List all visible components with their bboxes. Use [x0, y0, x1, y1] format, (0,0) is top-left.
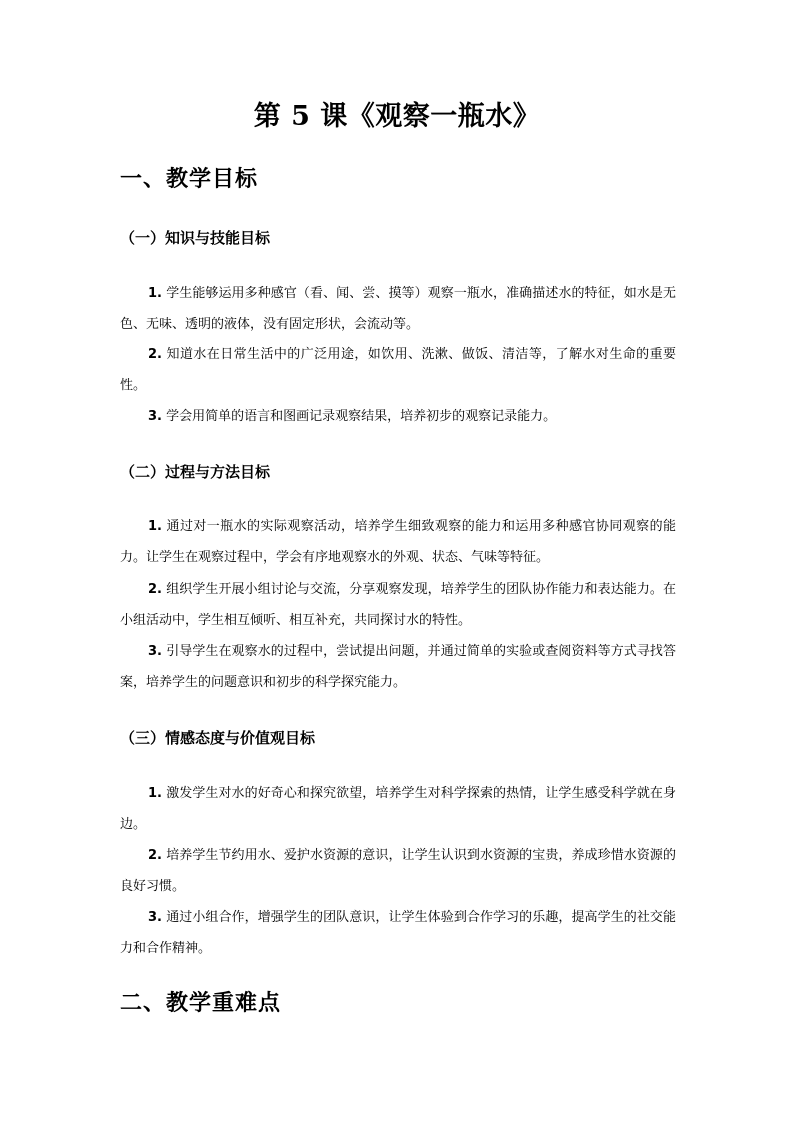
item-number: 3.: [148, 409, 162, 424]
item-text: 激发学生对水的好奇心和探究欲望，培养学生对科学探索的热情，让学生感受科学就在身边。: [120, 786, 676, 832]
item-number: 2.: [148, 848, 162, 863]
item-number: 2.: [148, 582, 162, 597]
item-number: 3.: [148, 644, 162, 659]
item-text: 通过对一瓶水的实际观察活动，培养学生细致观察的能力和运用多种感官协同观察的能力。让学生在观察过程中，学会有序地观察水的外观、状态、气味等特征。: [120, 519, 676, 565]
item-number: 3.: [148, 910, 162, 925]
paragraph-emotion-3: [120, 902, 676, 964]
item-text: 组织学生开展小组讨论与交流，分享观察发现，培养学生的团队协作能力和表达能力。在小组活动中，学生相互倾听、相互补充，共同探讨水的特性。: [120, 582, 676, 628]
section-heading-key-difficulties: 二、教学重难点: [120, 990, 282, 1016]
item-text: 通过小组合作，增强学生的团队意识，让学生体验到合作学习的乐趣，提高学生的社交能力和合作精神。: [120, 910, 676, 956]
subsection-heading-process-methods: （二）过程与方法目标: [120, 463, 271, 481]
item-text: 知道水在日常生活中的广泛用途，如饮用、洗漱、做饭、清洁等，了解水对生命的重要性。: [120, 347, 676, 393]
subsection-heading-emotion-values: （三）情感态度与价值观目标: [120, 729, 316, 747]
paragraph-process-3: [120, 636, 676, 698]
paragraph-emotion-1: [120, 778, 676, 840]
item-text: 培养学生节约用水、爱护水资源的意识，让学生认识到水资源的宝贵，养成珍惜水资源的良好习惯。: [120, 848, 676, 894]
item-text: 学生能够运用多种感官（看、闻、尝、摸等）观察一瓶水，准确描述水的特征，如水是无色、无味、透明的液体，没有固定形状，会流动等。: [120, 286, 676, 332]
paragraph-knowledge-3: [120, 401, 676, 432]
paragraph-emotion-2: [120, 840, 676, 902]
paragraph-knowledge-2: [120, 339, 676, 401]
paragraph-knowledge-1: [120, 278, 676, 340]
document-title: 第 5 课《观察一瓶水》: [253, 101, 541, 132]
item-text: 引导学生在观察水的过程中，尝试提出问题，并通过简单的实验或查阅资料等方式寻找答案，培养学生的问题意识和初步的科学探究能力。: [120, 644, 676, 690]
paragraph-process-1: [120, 511, 676, 573]
subsection-heading-knowledge-skills: （一）知识与技能目标: [120, 229, 271, 247]
item-text: 学会用简单的语言和图画记录观察结果，培养初步的观察记录能力。: [161, 409, 557, 424]
item-number: 1.: [148, 519, 162, 534]
paragraph-process-2: [120, 574, 676, 636]
item-number: 1.: [148, 786, 162, 801]
section-heading-teaching-goals: 一、教学目标: [120, 166, 259, 192]
item-number: 2.: [148, 347, 162, 362]
item-number: 1.: [148, 286, 162, 301]
